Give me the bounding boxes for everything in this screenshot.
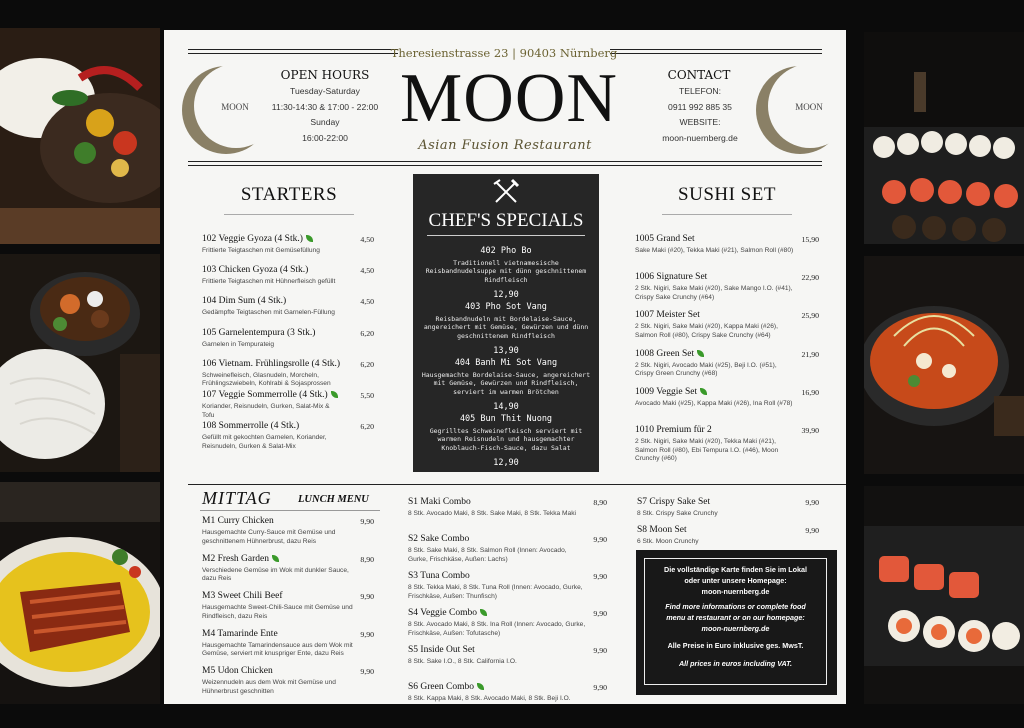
mittag-item-price: 9,90 (360, 592, 374, 601)
mittag-underline (200, 510, 380, 511)
combo-item-price: 9,90 (805, 498, 819, 507)
mittag-item-desc: Hausgemachte Curry-Sauce mit Gemüse und geschnittenem Hühnerbrust, dazu Reis (202, 529, 336, 545)
open-hours-title: OPEN HOURS (280, 68, 370, 82)
moon-logo-right (754, 64, 846, 156)
moon-logo-left (180, 64, 272, 156)
mittag-title: MITTAG (202, 488, 272, 508)
info-website-en[interactable]: moon-nuernberg.de (701, 624, 770, 633)
info-vat-de: Alle Preise in Euro inklusive ges. MwsT. (667, 641, 804, 650)
hours-sunday: Sunday (310, 117, 340, 127)
website-label: WEBSITE: (679, 117, 721, 127)
info-vat-en: All prices in euros including VAT. (678, 659, 792, 668)
sushi-item-desc: 2 Stk. Nigiri, Sake Maki (#20), Tekka Maki (#21), Salmon Roll (#80), Ebi Tempura I.O. (#46), Moon Crunchy (#60) (635, 438, 779, 463)
combo-item-desc: 6 Stk. Moon Crunchy (637, 538, 699, 545)
sushi-item-price: 22,90 (801, 273, 819, 283)
vegan-leaf-icon (331, 391, 338, 398)
address: Theresienstrasse 23 | 90403 Nürnberg (390, 46, 618, 60)
sushi-item-price: 21,90 (801, 349, 819, 359)
section-divider (188, 484, 846, 485)
info-box-frame (644, 558, 827, 685)
restaurant-title: MOON (400, 60, 618, 137)
sushi-item-price: 39,90 (801, 426, 819, 435)
special-item-desc: Reisbandnudeln mit Bordelaise-Sauce, angereichert mit Gemüse, Gewürzen und dünn geschnittenem Rindfleisch (423, 315, 589, 340)
starter-item-price: 6,20 (360, 328, 374, 338)
special-item-price: 12,90 (493, 458, 519, 468)
starter-item-desc: Gedämpfte Teigtaschen mit Garnelen-Füllung (202, 309, 335, 317)
combo-item-price: 9,90 (805, 526, 819, 535)
logo-text: MOON (795, 102, 823, 112)
special-item-name: 402 Pho Bo (480, 246, 532, 256)
sushi-item-price: 16,90 (801, 387, 819, 397)
mittag-item-name: M5 Udon Chicken (202, 666, 273, 676)
combo-item-name: S8 Moon Set (637, 525, 687, 535)
starter-item-price: 5,50 (360, 391, 374, 400)
header-bottom-rule (188, 161, 822, 162)
chefs-specials-panel (413, 174, 599, 472)
mittag-item-price: 9,90 (360, 629, 374, 639)
info-line-5: menu at restaurant or on our homepage: (666, 613, 805, 622)
mittag-item-name: M1 Curry Chicken (202, 516, 274, 526)
menu-sheet (164, 30, 846, 704)
starter-item-desc: Frittierte Teigtaschen mit Hühnerfleisch gefüllt (202, 278, 336, 286)
phone-number[interactable]: 0911 992 885 35 (668, 101, 732, 112)
combo-item-name: S1 Maki Combo (408, 497, 471, 507)
combo-item-price: 9,90 (593, 646, 607, 655)
mittag-item-price: 9,90 (360, 517, 374, 526)
photo-curry-noodle-soup (864, 256, 1024, 474)
special-item-name: 403 Pho Sot Vang (465, 302, 547, 312)
info-website-de[interactable]: moon-nuernberg.de (701, 587, 770, 596)
combo-item-name: S7 Crispy Sake Set (637, 497, 711, 507)
special-item-price: 12,90 (493, 290, 519, 300)
sushi-item-desc: 2 Stk. Nigiri, Sake Maki (#20), Sake Mango I.O. (#41), Crispy Sake Crunchy (#64) (635, 285, 793, 301)
combo-item-desc: 8 Stk. Crispy Sake Crunchy (637, 510, 718, 517)
combo-item-name: S3 Tuna Combo (408, 571, 470, 581)
sushi-underline (662, 214, 792, 215)
starter-item-desc: Koriander, Reisnudeln, Gurken, Salat-Mix & Tofu (202, 403, 330, 419)
combo-item-price: 9,90 (593, 535, 607, 544)
mittag-item-desc: Verschiedene Gemüse im Wok mit dunkler Sauce, dazu Reis (202, 566, 349, 583)
mittag-item-name: M4 Tamarinde Ente (202, 628, 278, 639)
photo-sushi-platter-2 (864, 486, 1024, 704)
hours-days: Tuesday-Saturday (290, 86, 360, 96)
starter-item-price: 6,20 (360, 422, 374, 432)
sushi-item-price: 25,90 (801, 311, 819, 321)
fork-knife-icon (492, 178, 520, 206)
header-bottom-rule (188, 165, 822, 166)
mittag-item-desc: Weizennudeln aus dem Wok mit Gemüse und Hühnerbrust geschnitten (202, 679, 336, 695)
special-item-desc: Gegrilltes Schweinefleisch serviert mit warmen Reisnudeln und hausgemachter Knoblauch-Fisch-Sauce, dazu Salat (429, 427, 583, 452)
sushi-item-desc: Sake Maki (#20), Tekka Maki (#21), Salmon Roll (#80) (635, 247, 794, 254)
combo-item-desc: 8 Stk. Avocado Maki, 8 Stk. Sake Maki, 8 Stk. Tekka Maki (408, 510, 576, 517)
starter-item-name: 107 Veggie Sommerrolle (4 Stk.) (202, 390, 338, 400)
sushi-item-name: 1007 Meister Set (635, 310, 700, 321)
combo-item-price: 8,90 (593, 498, 607, 507)
sushi-item-name: 1008 Green Set (635, 349, 704, 359)
mittag-item-price: 9,90 (360, 667, 374, 676)
combo-item-desc: 8 Stk. Avocado Maki, 8 Stk. Ina Roll (Innen: Avocado, Gurke, Frischkäse, Außen: Tofutasche) (408, 621, 586, 637)
starter-item-name: 105 Garnelentempura (3 Stk.) (202, 327, 316, 338)
combo-item-name: S4 Veggie Combo (408, 608, 487, 618)
photo-sushi-platter-1 (864, 32, 1024, 244)
special-item-price: 13,90 (493, 346, 519, 356)
special-item-desc: Hausgemachte Bordelaise-Sauce, angereichert mit Gemüse, Gewürzen und Rindfleisch, serviert im warmen Brötchen (421, 371, 591, 396)
sushi-item-price: 15,90 (801, 235, 819, 244)
vegan-leaf-icon (700, 388, 707, 395)
starter-item-price: 4,50 (360, 266, 374, 276)
starter-item-name: 104 Dim Sum (4 Stk.) (202, 296, 287, 307)
photo-thai-basil-dish (0, 28, 160, 244)
starter-item-desc: Gefüllt mit gekochten Garnelen, Koriander, Reisnudeln, Gurken & Salat-Mix (202, 434, 327, 450)
combo-item-name: S2 Sake Combo (408, 534, 470, 544)
starter-item-name: 108 Sommerrolle (4 Stk.) (202, 421, 300, 432)
vegan-leaf-icon (697, 350, 704, 357)
vegan-leaf-icon (480, 609, 487, 616)
combo-item-desc: 8 Stk. Sake Maki, 8 Stk. Salmon Roll (Innen: Avocado, Gurke, Frischkäse, Außen: Lachs) (408, 547, 567, 563)
sushi-item-name: 1010 Premium für 2 (635, 425, 712, 435)
combo-item-desc: 8 Stk. Tekka Maki, 8 Stk. Tuna Roll (Innen: Avocado, Gurke, Frischkäse, Außen: Thunfisch) (408, 584, 583, 600)
sushi-item-desc: 2 Stk. Nigiri, Sake Maki (#20), Kappa Maki (#26), Salmon Roll (#80), Crispy Sake Crunchy (#64) (635, 323, 778, 339)
mittag-item-name: M2 Fresh Garden (202, 554, 279, 564)
starter-item-name: 102 Veggie Gyoza (4 Stk.) (202, 234, 313, 244)
combo-item-price: 9,90 (593, 683, 607, 692)
logo-text: MOON (221, 102, 249, 112)
lunch-menu-label: LUNCH MENU (298, 494, 369, 505)
special-item-desc: Traditionell vietnamesische Reisbandnudelsuppe mit dünn geschnittenem Rindfleisch (425, 259, 587, 284)
starter-item-desc: Frittierte Teigtaschen mit Gemüsefüllung (202, 247, 320, 254)
combo-item-price: 9,90 (593, 572, 607, 581)
special-item-price: 14,90 (493, 402, 519, 412)
hours-sunday-times: 16:00-22:00 (302, 132, 348, 143)
combo-item-desc: 8 Stk. Sake I.O., 8 Stk. California I.O. (408, 658, 517, 665)
info-line-4: Find more informations or complete food (665, 602, 806, 611)
contact-text (644, 84, 756, 146)
sushi-item-name: 1005 Grand Set (635, 234, 695, 244)
vegan-leaf-icon (272, 555, 279, 562)
info-box (636, 550, 837, 695)
chefs-specials-title: CHEF'S SPECIALS (428, 210, 584, 231)
hours-times: 11:30-14:30 & 17:00 - 22:00 (271, 101, 379, 112)
info-line-1: Die vollständige Karte finden Sie im Lokal (664, 565, 807, 574)
open-hours-text (266, 84, 384, 146)
photo-duck-curry (0, 482, 160, 704)
combo-item-desc: 8 Stk. Kappa Maki, 8 Stk. Avocado Maki, 8 Stk. Beji I.O. (408, 695, 571, 702)
starter-item-desc: Schweinefleisch, Glasnudeln, Morcheln, Frühlingszwiebeln, Kohlrabi & Sojasprossen (202, 371, 331, 388)
website-link[interactable]: moon-nuernberg.de (662, 132, 738, 143)
starter-item-name: 103 Chicken Gyoza (4 Stk.) (202, 265, 309, 276)
mittag-item-desc: Hausgemachte Tamarindensauce aus dem Wok mit Gemüse, serviert mit knuspriger Ente, dazu Reis (202, 641, 353, 658)
special-item-name: 404 Banh Mi Sot Vang (454, 358, 558, 368)
mittag-item-desc: Hausgemachte Sweet-Chili-Sauce mit Gemüse und Rindfleisch, dazu Reis (202, 604, 353, 620)
combo-item-price: 9,90 (593, 609, 607, 618)
combo-item-name: S5 Inside Out Set (408, 645, 475, 655)
starter-item-name: 106 Vietnam. Frühlingsrolle (4 Stk.) (202, 358, 341, 369)
mittag-item-name: M3 Sweet Chili Beef (202, 591, 283, 601)
contact-title: CONTACT (667, 68, 731, 82)
chefs-title-rule (427, 235, 585, 236)
info-line-2: oder unter unsere Homepage: (684, 576, 787, 585)
vegan-leaf-icon (306, 235, 313, 242)
restaurant-subtitle: Asian Fusion Restaurant (418, 138, 592, 153)
photo-beef-rice-noodles (0, 254, 160, 472)
vegan-leaf-icon (477, 683, 484, 690)
sushi-item-desc: 2 Stk. Nigiri, Avocado Maki (#25), Beji I.O. (#51), Crispy Green Crunchy (#68) (635, 361, 777, 378)
sushi-item-name: 1009 Veggie Set (635, 387, 707, 397)
sushi-set-title: SUSHI SET (678, 184, 776, 205)
phone-label: TELEFON: (678, 86, 722, 96)
starters-underline (224, 214, 354, 215)
starter-item-price: 4,50 (360, 297, 374, 307)
combo-item-name: S6 Green Combo (408, 682, 484, 692)
special-item-name: 405 Bun Thit Nuong (459, 414, 553, 424)
starters-title: STARTERS (240, 184, 338, 205)
mittag-item-price: 8,90 (360, 554, 374, 564)
starter-item-price: 4,50 (360, 235, 374, 244)
sushi-item-desc: Avocado Maki (#25), Kappa Maki (#26), Ina Roll (#78) (635, 399, 793, 407)
starter-item-desc: Garnelen in Tempurateig (202, 340, 275, 348)
starter-item-price: 6,20 (360, 359, 374, 369)
sushi-item-name: 1006 Signature Set (635, 272, 708, 283)
